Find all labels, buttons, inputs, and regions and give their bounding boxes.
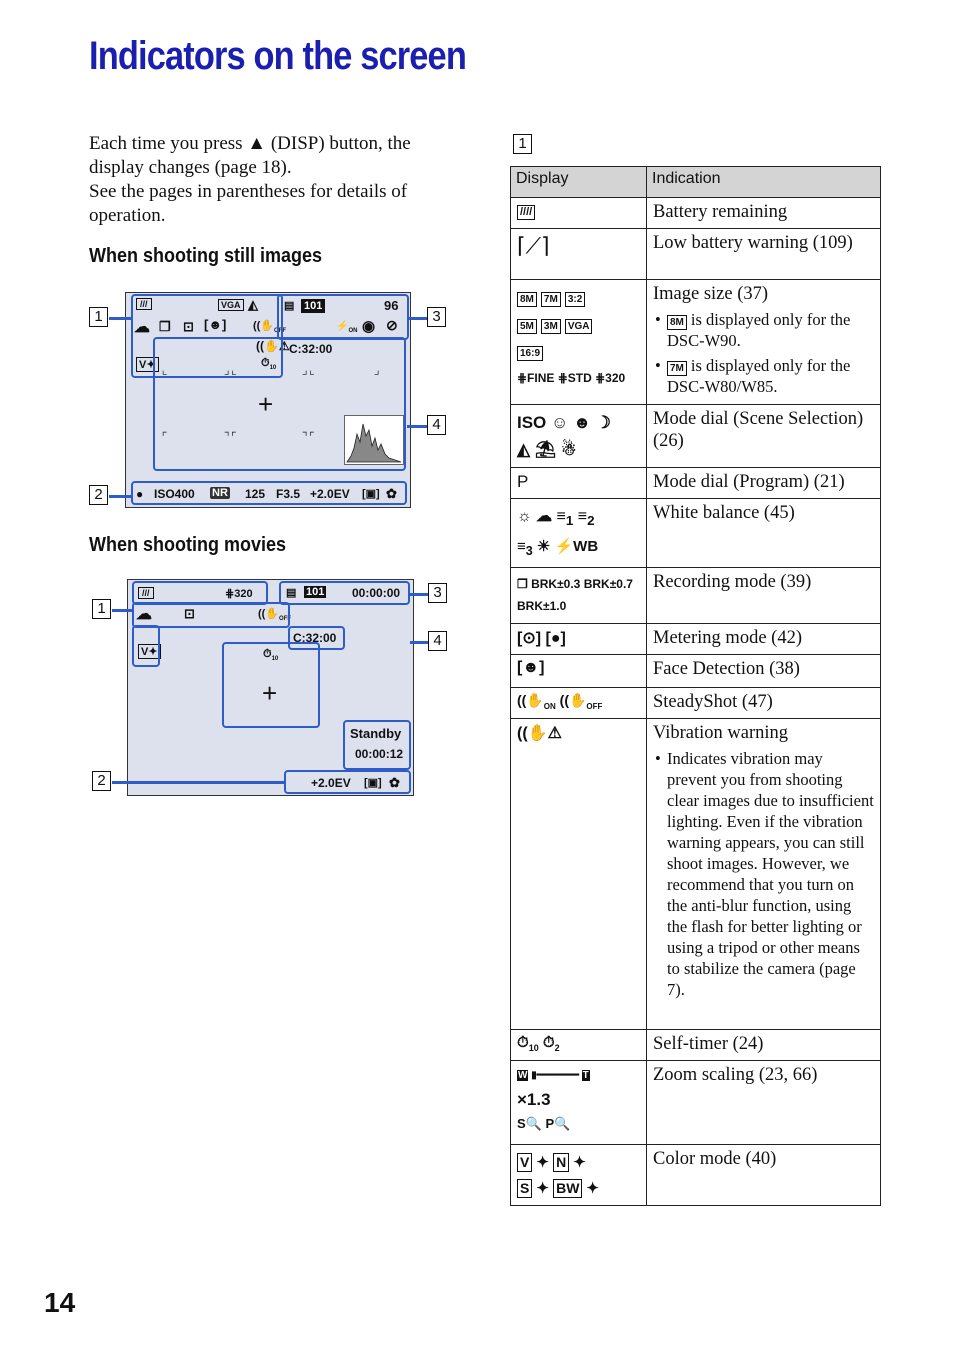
intro-line: See the pages in parentheses for details of [89, 181, 408, 202]
table-row [511, 499, 881, 568]
battery-icon: /// [136, 298, 152, 310]
af-frame-mark: ⌟ [373, 364, 381, 378]
nr-indicator: NR [212, 487, 228, 499]
display-color-mode-icons: V ✦ N ✦ S ✦ BW ✦ [511, 1145, 647, 1206]
af-frame-mark: ⌞ [161, 364, 169, 378]
intro-text [89, 132, 459, 228]
highlight-area-standby [343, 720, 411, 770]
aperture-value: F3.5 [276, 487, 301, 501]
callout-1-still: 1 [89, 307, 108, 327]
leader-line-2 [112, 781, 284, 784]
leader-line-3 [408, 317, 427, 320]
table-row [511, 198, 881, 229]
column-header-indication: Indication [647, 167, 881, 198]
leader-line-1 [112, 609, 133, 612]
af-frame-mark: ⌝⌜ [301, 430, 316, 444]
image-size-icon: VGA [218, 299, 244, 311]
movie-quality: ⋕320 [225, 588, 253, 600]
display-self-timer-icons: $⏱_{10}$ $⏱_2$ [511, 1030, 647, 1061]
flash-on-icon: $⚡_{ON}$ [336, 321, 358, 334]
page-title: Indicators on the screen [89, 34, 466, 78]
spot-metering-crosshair: + [258, 389, 274, 419]
display-metering-icons: [⊙] [●] [511, 624, 647, 655]
indication-cell: Self-timer (24) [647, 1030, 881, 1061]
steadyshot-off-icon: (($✋_{OFF}$ [253, 320, 287, 335]
table-row [511, 719, 881, 1030]
callout-4-still: 4 [427, 415, 446, 435]
movie-quality-value: 320 [234, 588, 253, 600]
indication-cell: Low battery warning (109) [647, 229, 881, 280]
highlight-area-4-frame [222, 642, 320, 728]
display-zoom-icons: W ▮━━━━━━━ T ×1.3 S🔍 P🔍 [511, 1061, 647, 1145]
display-face-detection-icon: [☻] [511, 655, 647, 688]
indication-cell: Face Detection (38) [647, 655, 881, 688]
table-row [511, 280, 881, 405]
cloudy-icon: ☁ [134, 319, 150, 336]
display-vibration-warning-icon: ((✋⚠ [511, 719, 647, 1030]
table-header-row [511, 167, 881, 198]
remaining-capacity: C:32:00 [289, 342, 333, 356]
highlight-area-2 [131, 481, 407, 505]
folder-number: 101 [306, 586, 325, 598]
table-section-number: 1 [513, 134, 532, 154]
callout-1-movie: 1 [92, 599, 111, 619]
af-frame-mark: ⌟⌞ [301, 364, 316, 378]
metering-icon: ⊡ [184, 606, 195, 621]
leader-line-1 [109, 317, 131, 320]
bullet-item: • Indicates vibration may prevent you from shooting clear images due to insufficient lighting. Even if the vibration warning appears, you can still shoot images. However, we recommend that you turn on the anti-blur function, using the flash for better lighting or using a tripod or other means to stabilize the camera (page 7). [653, 748, 874, 1000]
color-mode-icon: V✦ [136, 357, 159, 372]
color-mode-icon: V✦ [138, 644, 161, 659]
exposure-value: +2.0EV [311, 776, 351, 790]
table-row [511, 624, 881, 655]
table-row [511, 655, 881, 688]
indication-text: Image size (37) [653, 284, 769, 304]
iso-value: ISO400 [154, 487, 195, 501]
indication-cell: Metering mode (42) [647, 624, 881, 655]
page-number: 14 [44, 1287, 76, 1318]
self-timer-icon: $⏱_{10}$ [263, 648, 279, 663]
indication-cell: Mode dial (Scene Selection) (26) [647, 405, 881, 468]
table-row [511, 1145, 881, 1206]
table-row [511, 1030, 881, 1061]
highlight-area-1c [132, 625, 160, 667]
display-low-battery-icon: ⌈⟋⌉ [511, 229, 647, 280]
standby-status: Standby [350, 726, 402, 741]
table-row [511, 229, 881, 280]
memory-icon: ▤ [286, 587, 297, 599]
af-lock-dot-icon: ● [136, 487, 144, 501]
bullet-text: is displayed only for the DSC-W90. [667, 310, 851, 350]
multi-metering-icon: [▣] [364, 777, 382, 789]
indication-cell: Zoom scaling (23, 66) [647, 1061, 881, 1145]
metering-icon: ⊡ [183, 319, 194, 334]
steadyshot-off-icon: (($✋_{OFF}$ [258, 608, 292, 623]
elapsed-time: 00:00:12 [355, 747, 404, 761]
display-program-icon: P [511, 468, 647, 499]
callout-4-movie: 4 [428, 631, 447, 651]
display-scene-icons: ISO ☺ ☻ ☽ ◭ ⛱ ☃ [511, 405, 647, 468]
highlight-area-3 [279, 581, 410, 605]
indication-cell: White balance (45) [647, 499, 881, 568]
intro-line: display changes (page 18). [89, 157, 292, 178]
leader-line-2 [109, 495, 131, 498]
spot-metering-crosshair: + [262, 678, 278, 708]
table-row [511, 468, 881, 499]
indication-cell: Mode dial (Program) (21) [647, 468, 881, 499]
movie-screen [127, 579, 414, 796]
callout-3-movie: 3 [428, 583, 447, 603]
bullet-item [653, 309, 874, 351]
leader-line-4 [407, 425, 427, 428]
af-frame-mark: ⌜ [161, 430, 169, 444]
indication-cell: Color mode (40) [647, 1145, 881, 1206]
shutter-speed: 125 [245, 487, 266, 501]
display-white-balance-icons: ☼ ☁ $\equiv_1 \equiv_2$ $\equiv_3$ ☀ ⚡WB [511, 499, 647, 568]
table-row [511, 1061, 881, 1145]
indication-cell [647, 280, 881, 405]
macro-icon: ✿ [389, 775, 400, 790]
table-row [511, 405, 881, 468]
leader-line-4 [410, 641, 428, 644]
table-row [511, 568, 881, 624]
column-header-display: Display [511, 167, 647, 198]
still-screen [125, 292, 411, 508]
indicator-table [510, 166, 881, 1206]
table-row [511, 688, 881, 719]
flash-off-icon: ⊘ [386, 317, 398, 333]
display-battery-icon: //// [511, 198, 647, 229]
memory-icon: ▤ [284, 300, 295, 312]
highlight-area-2 [284, 770, 411, 794]
movies-heading: When shooting movies [89, 534, 287, 556]
exposure-value: +2.0EV [310, 487, 350, 501]
indication-text: Vibration warning [653, 723, 789, 744]
battery-icon: /// [138, 587, 154, 599]
vibration-warning-icon: ((✋⚠ [256, 339, 290, 353]
mountain-icon: ◭ [248, 297, 258, 312]
leader-line-3 [410, 593, 428, 596]
remaining-capacity: C:32:00 [293, 631, 337, 645]
callout-2-movie: 2 [92, 771, 111, 791]
indication-cell [647, 719, 881, 1030]
still-images-heading: When shooting still images [89, 245, 323, 267]
display-recording-mode-icons: ❐ BRK±0.3 BRK±0.7 BRK±1.0 [511, 568, 647, 624]
face-detection-icon: [☻] [204, 317, 227, 332]
red-eye-icon: ◉ [362, 318, 376, 335]
folder-number: 101 [301, 299, 325, 313]
self-timer-icon: $⏱_{10}$ [261, 357, 277, 372]
indication-cell: Battery remaining [647, 198, 881, 229]
image-size-7m-icon: 7M [667, 361, 687, 376]
bullet-item [653, 355, 874, 397]
image-count: 96 [384, 298, 399, 313]
macro-icon: ✿ [386, 486, 397, 501]
af-frame-mark: ⌟⌞ [223, 364, 238, 378]
recording-time: 00:00:00 [352, 586, 401, 600]
callout-3-still: 3 [427, 307, 446, 327]
display-image-size-icons: 8M 7M 3:2 5M 3M VGA 16:9 ⋕FINE ⋕STD ⋕320 [511, 280, 647, 405]
af-frame-mark: ⌝⌜ [223, 430, 238, 444]
bullet-text: is displayed only for the DSC-W80/W85. [667, 356, 851, 396]
indication-cell: Recording mode (39) [647, 568, 881, 624]
indication-cell: SteadyShot (47) [647, 688, 881, 719]
callout-2-still: 2 [89, 485, 108, 505]
display-steadyshot-icons: (($✋_{ON}$ (($✋_{OFF}$ [511, 688, 647, 719]
image-size-8m-icon: 8M [667, 315, 687, 330]
intro-line: Each time you press ▲ (DISP) button, the [89, 133, 411, 154]
cloudy-icon: ☁ [136, 606, 152, 623]
multi-metering-icon: [▣] [362, 488, 380, 500]
highlight-area-4 [153, 337, 406, 471]
burst-icon: ❐ [159, 319, 171, 334]
highlight-area-3 [277, 294, 409, 340]
intro-line: operation. [89, 205, 166, 226]
